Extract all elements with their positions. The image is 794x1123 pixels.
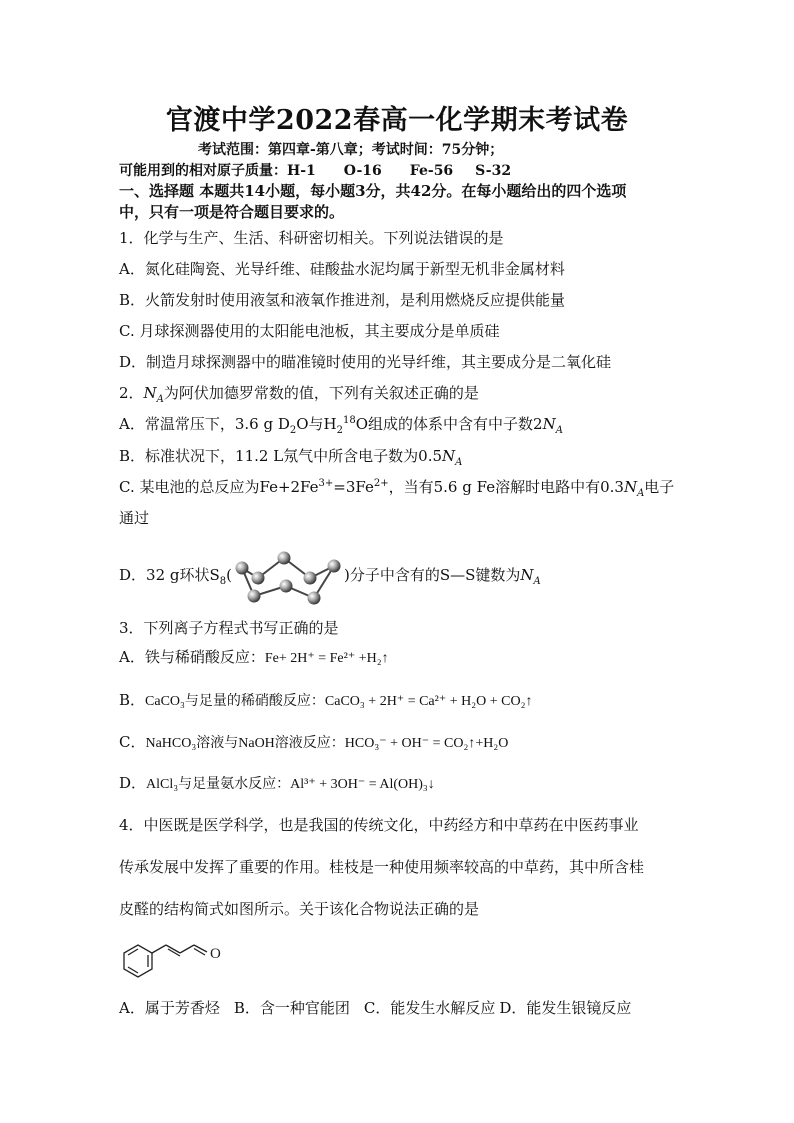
q2-option-d (119, 546, 541, 606)
q2-c-part1: C. 某电池的总反应为Fe+2Fe (119, 478, 319, 496)
q3-option-d (119, 773, 435, 795)
q2-d-na-sub: A (533, 576, 541, 587)
cinnamaldehyde-structure-icon (119, 935, 237, 983)
q3-c-label: C． (119, 733, 146, 751)
q2-d-part1: D．32 g环状S (119, 566, 220, 584)
q2-a-sub1: 2 (289, 425, 297, 436)
q2-b-part1: B．标准状况下，11.2 L氖气中所含电子数为0.5 (119, 447, 443, 465)
q2-stem-text: 为阿伏加德罗常数的值，下列有关叙述正确的是 (163, 384, 479, 402)
q2-b-na-sub: A (455, 457, 463, 468)
q2-a-na-sub: A (555, 425, 563, 436)
atomic-mass-line (119, 161, 511, 181)
q2-d-na: N (520, 566, 534, 584)
q2-option-b (119, 446, 462, 466)
q2-c-fe3: 3+ (318, 478, 334, 489)
section-heading-line2: 中，只有一项是符合题目要求的。 (119, 203, 345, 221)
q3-a-label: A．铁与稀硝酸反应： (119, 648, 265, 666)
s8-ring-molecule-icon (232, 546, 344, 606)
exam-scope: 考试范围：第四章-第八章；考试时间：75分钟； (198, 142, 504, 158)
q4-options (119, 998, 631, 1018)
page-title: 官渡中学2022春高一化学期末考试卷 (165, 105, 629, 136)
q2-a-sub2: 2 (336, 425, 343, 436)
q2-d-part2: )分子中含有的S—S键数为 (344, 566, 521, 584)
q3-b-label: B． (119, 691, 146, 709)
q3-c-text: NaHCO₃溶液与NaOH溶液反应： (145, 736, 345, 751)
q2-option-c (119, 477, 674, 497)
q1-option-b: B．火箭发射时使用液氢和液氧作推进剂，是利用燃烧反应提供能量 (119, 291, 566, 309)
q4-option-c: C．能发生水解反应 (363, 999, 496, 1017)
q3-option-b (119, 690, 532, 712)
q4-stem-line2: 传承发展中发挥了重要的作用。桂枝是一种使用频率较高的中草药，其中所含桂 (119, 858, 645, 876)
q3-option-c (119, 732, 508, 754)
q4-option-b: B．含一种官能团 (233, 999, 350, 1017)
q2-option-c-line2: 通过 (119, 509, 150, 527)
q2-a-part1: A．常温常压下，3.6 g D (119, 415, 290, 433)
q2-c-na: N (623, 478, 638, 496)
aldehyde-oxygen-label: O (210, 946, 221, 962)
atomic-mass-label: 可能用到的相对原子质量： (119, 163, 287, 179)
q1-option-d: D．制造月球探测器中的瞄准镜时使用的光导纤维，其主要成分是二氧化硅 (119, 353, 612, 371)
q2-c-part3: ，当有5.6 g Fe溶解时电路中有0.3 (388, 478, 624, 496)
q4-option-d: D．能发生银镜反应 (499, 999, 632, 1017)
q3-a-equation: Fe+ 2H⁺ = Fe²⁺ +H₂↑ (264, 651, 389, 666)
q1-stem: 1．化学与生产、生活、科研密切相关。下列说法错误的是 (119, 229, 504, 247)
q3-option-a (119, 647, 389, 669)
q2-option-a (119, 414, 563, 434)
q2-c-fe2: 2+ (373, 478, 389, 489)
q3-d-label: D． (119, 774, 147, 792)
q3-d-text: AlCl₃与足量氨水反应： (146, 777, 291, 792)
q2-a-sup: 18 (343, 415, 356, 426)
q2-a-part3: O组成的体系中含有中子数2 (355, 415, 543, 433)
q2-number: 2． (119, 384, 144, 402)
q3-b-text: CaCO₃与足量的稀硝酸反应： (145, 694, 325, 709)
q4-stem-line1: 4．中医既是医学科学，也是我国的传统文化，中药经方和中草药在中医药事业 (119, 816, 639, 834)
q4-stem-line3: 皮醛的结构简式如图所示。关于该化合物说法正确的是 (119, 900, 480, 918)
mass-s: S-32 (475, 163, 512, 179)
q3-b-equation: CaCO₃ + 2H⁺ = Ca²⁺ + H₂O + CO₂↑ (324, 694, 533, 709)
q1-option-c: C. 月球探测器使用的太阳能电池板，其主要成分是单质硅 (119, 322, 500, 340)
q2-c-part2: =3Fe (333, 478, 374, 496)
q3-d-equation: Al³⁺ + 3OH⁻ = Al(OH)₃↓ (290, 777, 435, 792)
q3-stem: 3．下列离子方程式书写正确的是 (119, 619, 339, 637)
q1-option-a: A．氮化硅陶瓷、光导纤维、硅酸盐水泥均属于新型无机非金属材料 (119, 260, 565, 278)
q2-a-na: N (542, 415, 556, 433)
q2-b-na: N (442, 447, 456, 465)
q2-stem (119, 383, 479, 403)
q2-d-open-paren: ( (226, 566, 232, 584)
mass-h: H-1 (287, 163, 316, 179)
q2-c-part4: 电子 (644, 478, 675, 496)
q2-c-na-sub: A (637, 488, 645, 499)
q2-na-sub: A (156, 394, 164, 405)
mass-o: O-16 (343, 163, 382, 179)
q2-na: N (143, 384, 157, 402)
q2-a-part2: O与H (296, 415, 337, 433)
q3-c-equation: HCO₃⁻ + OH⁻ = CO₂↑+H₂O (344, 736, 509, 751)
section-heading-line1: 一、选择题 本题共14小题，每小题3分，共42分。在每小题给出的四个选项 (119, 182, 627, 200)
mass-fe: Fe-56 (409, 163, 454, 179)
q2-d-s8-sub: 8 (219, 576, 227, 587)
q4-option-a: A．属于芳香烃 (119, 999, 220, 1017)
